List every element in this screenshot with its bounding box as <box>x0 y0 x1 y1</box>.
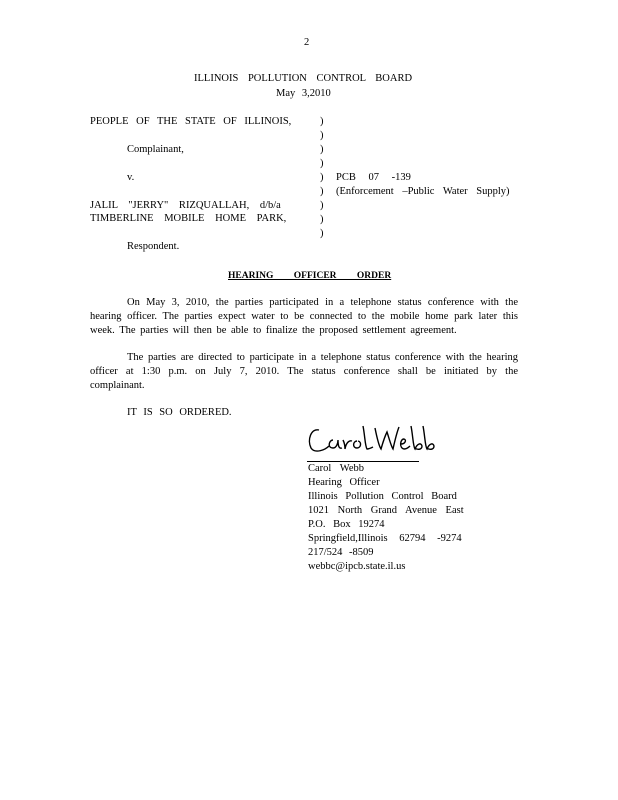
signatory-organization: Illinois Pollution Control Board <box>308 491 457 502</box>
caption-bracket: ) <box>320 130 324 141</box>
signatory-email[interactable]: webbc@ipcb.state.il.us <box>308 561 406 572</box>
order-paragraph-1: On May 3, 2010, the parties participated in a telephone status conference with the hearing officer. The parties expect water to be connected to the mobile home park later this week. The parties will then be able to finalize the proposed settlement agreement. <box>90 297 518 336</box>
handwritten-signature <box>305 418 445 458</box>
case-number: PCB 07 -139 <box>336 172 411 183</box>
signatory-title: Hearing Officer <box>308 477 380 488</box>
caption-respondent-line2: TIMBERLINE MOBILE HOME PARK, <box>90 213 287 224</box>
caption-bracket: ) <box>320 186 324 197</box>
caption-bracket: ) <box>320 228 324 239</box>
page-number: 2 <box>304 37 310 48</box>
caption-complainant: Complainant, <box>127 144 184 155</box>
order-paragraph-2: The parties are directed to participate in a telephone status conference with the hearing officer at 1:30 p.m. on July 7, 2010. The status conference shall be initiated by the complainant. <box>90 352 518 391</box>
signatory-phone: 217/524 -8509 <box>308 547 374 558</box>
signatory-city: Springfield,Illinois 62794 -9274 <box>308 533 462 544</box>
caption-bracket: ) <box>320 144 324 155</box>
caption-bracket: ) <box>320 172 324 183</box>
order-heading: HEARING OFFICER ORDER <box>228 271 392 281</box>
signatory-street: 1021 North Grand Avenue East <box>308 505 464 516</box>
caption-people: PEOPLE OF THE STATE OF ILLINOIS, <box>90 116 292 127</box>
caption-respondent: Respondent. <box>127 241 180 252</box>
signatory-po-box: P.O. Box 19274 <box>308 519 385 530</box>
signatory-name: Carol Webb <box>308 463 364 474</box>
board-name: ILLINOIS POLLUTION CONTROL BOARD <box>194 73 413 84</box>
caption-bracket: ) <box>320 158 324 169</box>
caption-versus: v. <box>127 172 135 183</box>
caption-bracket: ) <box>320 200 324 211</box>
caption-bracket: ) <box>320 116 324 127</box>
caption-respondent-line1: JALIL "JERRY" RIZQUALLAH, d/b/a <box>90 200 281 211</box>
caption-bracket: ) <box>320 214 324 225</box>
so-ordered: IT IS SO ORDERED. <box>127 407 232 418</box>
order-date: May 3,2010 <box>276 88 331 99</box>
case-type: (Enforcement –Public Water Supply) <box>336 186 510 197</box>
